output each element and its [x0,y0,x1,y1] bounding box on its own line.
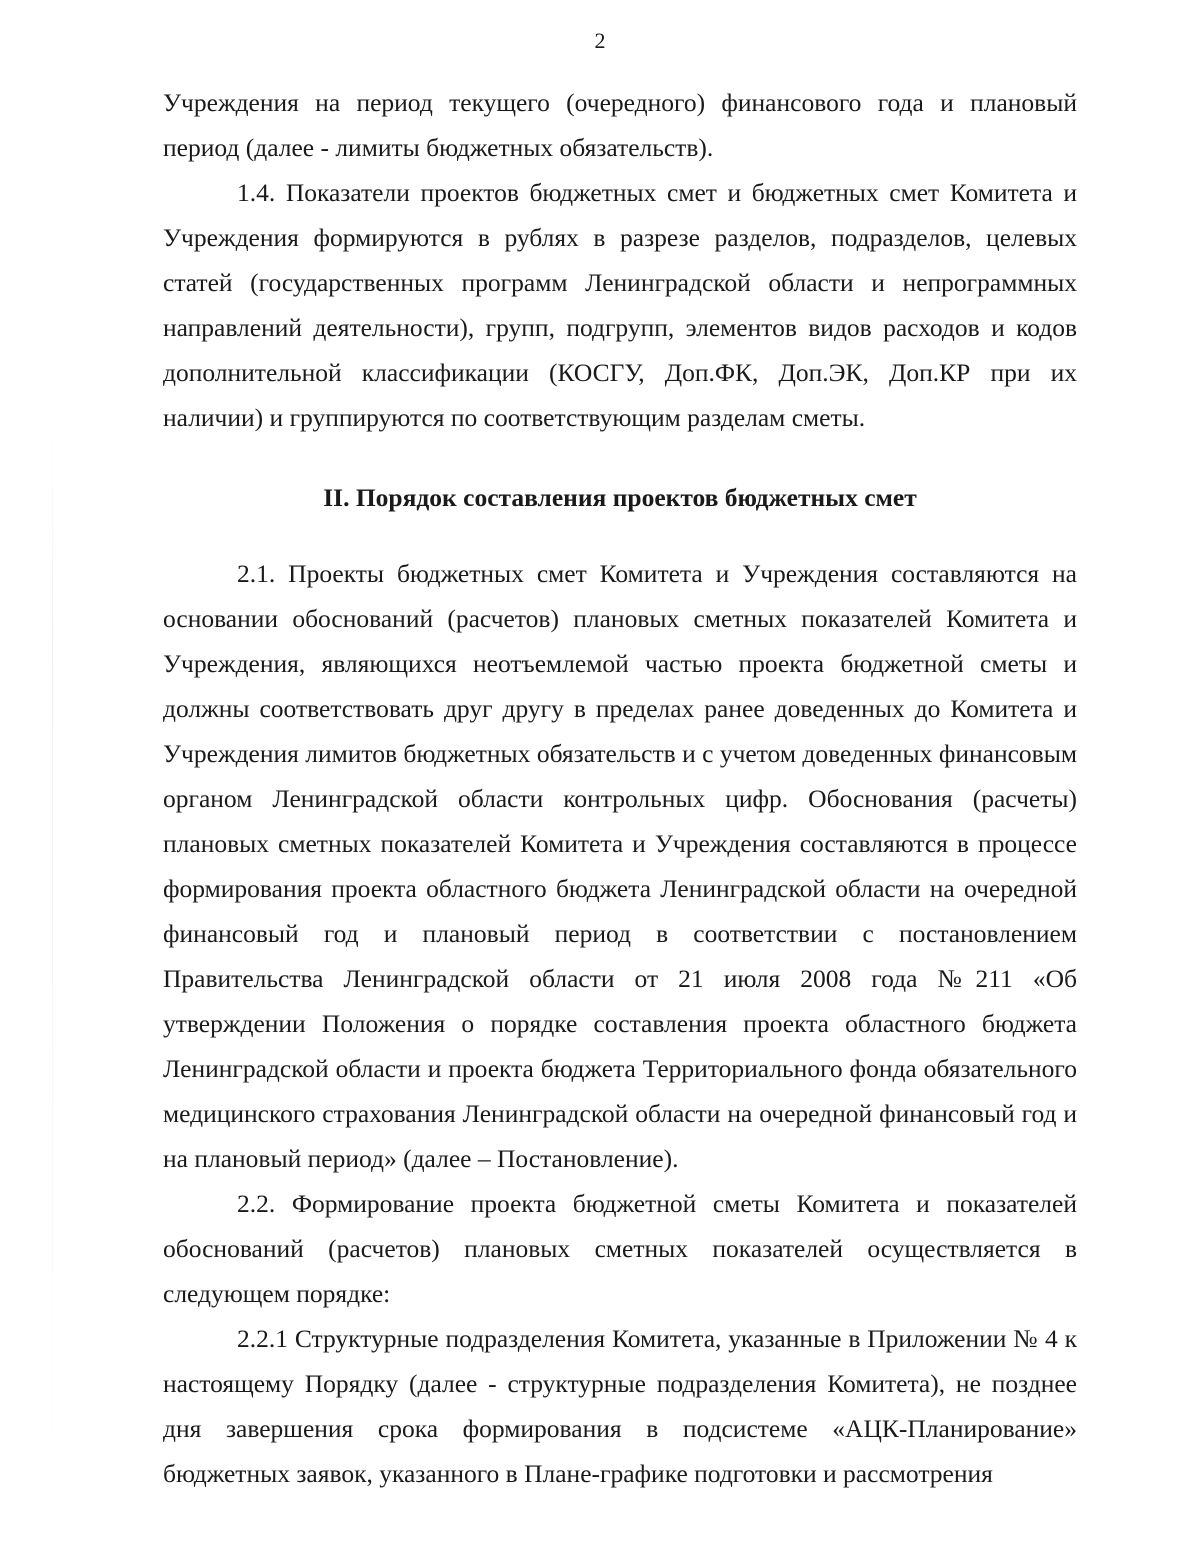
paragraph-2-2: 2.2. Формирование проекта бюджетной сметы Комитета и показателей обоснований (расчетов) плановых сметных показателей осуществляется в следующем порядке: [163,1189,1077,1308]
section-text-block [163,551,1077,1496]
intro-text-block [163,80,1077,440]
paragraph-2-1: 2.1. Проекты бюджетных смет Комитета и Учреждения составляются на основании обоснований (расчетов) плановых сметных показателей Комитета и Учреждения, являющихся неотъемлемой частью проекта бюджетной сметы и должны соответствовать друг другу в пределах ранее доведенных до Комитета и Учреждения лимитов бюджетных обязательств и с учетом доведенных финансовым органом Ленинградской области контрольных цифр. Обоснования (расчеты) плановых сметных показателей Комитета и Учреждения составляются в процессе формирования проекта областного бюджета Ленинградской области на очередной финансовый год и плановый период в соответствии с постановлением Правительства Ленинградской области от 21 июля 2008 года №211 «Об утверждении Положения о порядке составления проекта областного бюджета Ленинградской области и проекта бюджета Территориального фонда обязательного медицинского страхования Ленинградской области на очередной финансовый год и на плановый период» (далее – Постановление). [163,559,1077,1173]
scan-edge-shadow [52,420,53,1520]
section-heading: II. Порядок составления проектов бюджетных смет [323,483,917,512]
paragraph-1-4: 1.4. Показатели проектов бюджетных смет и бюджетных смет Комитета и Учреждения формируются в рублях в разрезе разделов, подразделов, целевых статей (государственных программ Ленинградской области и непрограммных направлений деятельности), групп, подгрупп, элементов видов расходов и кодов дополнительной классификации (КОСГУ, Доп.ФК, Доп.ЭК, Доп.КР при их наличии) и группируются по соответствующим разделам сметы. [163,178,1077,432]
paragraph-continuation: Учреждения на период текущего (очередного) финансового года и плановый период (далее - лимиты бюджетных обязательств). [163,88,1077,162]
paragraph-2-2-1: 2.2.1 Структурные подразделения Комитета, указанные в Приложении № 4 к настоящему Порядку (далее - структурные подразделения Комитета), не позднее дня завершения срока формирования в подсистеме «АЦК-Планирование» бюджетных заявок, указанного в Плане-графике подготовки и рассмотрения [163,1324,1077,1488]
page-number: 2 [594,28,606,53]
